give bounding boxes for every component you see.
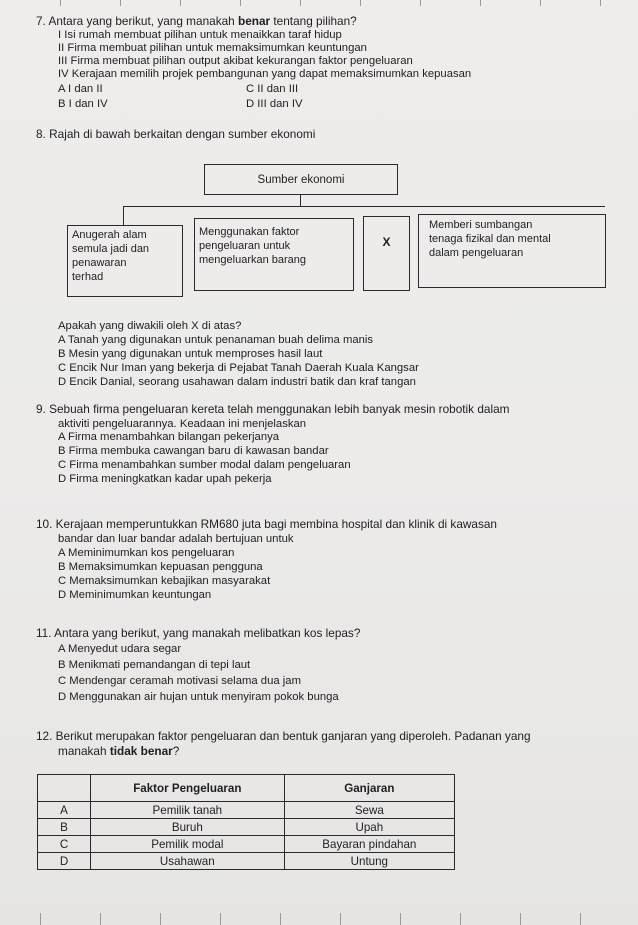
table-row: [38, 853, 455, 870]
table-cell-factor: Buruh: [91, 819, 285, 836]
q8-option-d: D Encik Danial, seorang usahawan dalam industri batik dan kraf tangan: [58, 376, 416, 388]
diagram-box-natural-resources: [67, 225, 183, 297]
q8-stem: 8. Rajah di bawah berkaitan dengan sumber ekonomi: [36, 127, 316, 141]
box2-line: Menggunakan faktor: [199, 226, 300, 238]
q12-stem-line2: manakah tidak benar?: [58, 744, 180, 758]
table-cell-factor: Pemilik tanah: [91, 802, 285, 819]
q9-option-c: C Firma menambahkan sumber modal dalam pengeluaran: [58, 459, 351, 471]
q8-question: Apakah yang diwakili oleh X di atas?: [58, 320, 242, 332]
q10-option-d: D Meminimumkan keuntungan: [58, 589, 212, 601]
q11-option-b: B Menikmati pemandangan di tepi laut: [58, 659, 251, 671]
table-cell-letter: A: [38, 802, 91, 819]
diagram-connector: [123, 206, 605, 207]
bottom-edge-marks: [0, 911, 638, 925]
top-edge-marks: [0, 0, 638, 6]
box2-line: mengeluarkan barang: [199, 254, 307, 266]
q7-stem: 7. Antara yang berikut, yang manakah benar tentang pilihan?: [36, 14, 357, 28]
q11-option-a: A Menyedut udara segar: [58, 643, 182, 655]
table-row: [38, 802, 455, 819]
box4-line: dalam pengeluaran: [429, 247, 524, 259]
q7-item-iv: IV Kerajaan memilih projek pembangunan yang dapat memaksimumkan kepuasan: [58, 68, 472, 80]
box1-line: semula jadi dan: [72, 243, 150, 255]
table-header-letter: [38, 775, 91, 802]
diagram-box-capital: [194, 218, 354, 291]
q7-item-iii: III Firma membuat pilihan output akibat kekurangan faktor pengeluaran: [58, 55, 413, 67]
box2-line: pengeluaran untuk: [199, 240, 291, 252]
box4-line: tenaga fizikal dan mental: [429, 233, 551, 245]
q10-option-b: B Memaksimumkan kepuasan pengguna: [58, 561, 263, 573]
table-cell-letter: C: [38, 836, 91, 853]
table-cell-factor: Pemilik modal: [91, 836, 285, 853]
table-cell-reward: Sewa: [284, 802, 454, 819]
q11-stem: 11. Antara yang berikut, yang manakah melibatkan kos lepas?: [36, 626, 361, 640]
q7-option-b: B I dan IV: [58, 98, 108, 110]
q11-option-d: D Menggunakan air hujan untuk menyiram pokok bunga: [58, 691, 339, 703]
table-cell-reward: Upah: [284, 819, 454, 836]
q7-option-c: C II dan III: [246, 83, 299, 95]
q9-option-a: A Firma menambahkan bilangan pekerjanya: [58, 431, 280, 443]
q10-option-c: C Memaksimumkan kebajikan masyarakat: [58, 575, 271, 587]
box1-line: Anugerah alam: [72, 229, 147, 241]
q12-table: [37, 774, 455, 870]
q11-option-c: C Mendengar ceramah motivasi selama dua jam: [58, 675, 301, 687]
table-header-factor: Faktor Pengeluaran: [91, 775, 285, 802]
q7-option-d: D III dan IV: [246, 98, 303, 110]
diagram-connector: [123, 206, 124, 226]
table-cell-letter: B: [38, 819, 91, 836]
q10-option-a: A Meminimumkan kos pengeluaran: [58, 547, 235, 559]
q9-option-d: D Firma meningkatkan kadar upah pekerja: [58, 473, 272, 485]
q10-stem-line2: bandar dan luar bandar adalah bertujuan untuk: [58, 533, 294, 545]
q9-option-b: B Firma membuka cawangan baru di kawasan bandar: [58, 445, 329, 457]
q9-stem-line1: 9. Sebuah firma pengeluaran kereta telah menggunakan lebih banyak mesin robotik dalam: [36, 402, 510, 416]
diagram-box-labour: [418, 214, 606, 288]
q9-stem-line2: aktiviti pengeluarannya. Keadaan ini menjelaskan: [58, 418, 307, 430]
q7-option-a: A I dan II: [58, 83, 103, 95]
box1-line: penawaran: [72, 257, 127, 269]
q12-stem-line1: 12. Berikut merupakan faktor pengeluaran dan bentuk ganjaran yang diperoleh. Padanan yang: [36, 729, 531, 743]
q10-stem-line1: 10. Kerajaan memperuntukkan RM680 juta bagi membina hospital dan klinik di kawasan: [36, 517, 497, 531]
q8-option-c: C Encik Nur Iman yang bekerja di Pejabat Tanah Daerah Kuala Kangsar: [58, 362, 419, 374]
table-cell-factor: Usahawan: [91, 853, 285, 870]
q8-option-a: A Tanah yang digunakan untuk penanaman buah delima manis: [58, 334, 374, 346]
q7-item-ii: II Firma membuat pilihan untuk memaksimumkan keuntungan: [58, 42, 367, 54]
box4-line: Memberi sumbangan: [429, 219, 533, 231]
table-cell-letter: D: [38, 853, 91, 870]
table-row: [38, 819, 455, 836]
diagram-root-box: Sumber ekonomi: [204, 164, 398, 195]
table-header-row: [38, 775, 455, 802]
table-row: [38, 836, 455, 853]
q7-item-i: I Isi rumah membuat pilihan untuk menaikkan taraf hidup: [58, 29, 342, 41]
table-cell-reward: Untung: [284, 853, 454, 870]
diagram-box-x: X: [363, 216, 410, 291]
q8-option-b: B Mesin yang digunakan untuk memproses hasil laut: [58, 348, 323, 360]
table-cell-reward: Bayaran pindahan: [284, 836, 454, 853]
table-header-reward: Ganjaran: [284, 775, 454, 802]
box1-line: terhad: [72, 271, 104, 283]
